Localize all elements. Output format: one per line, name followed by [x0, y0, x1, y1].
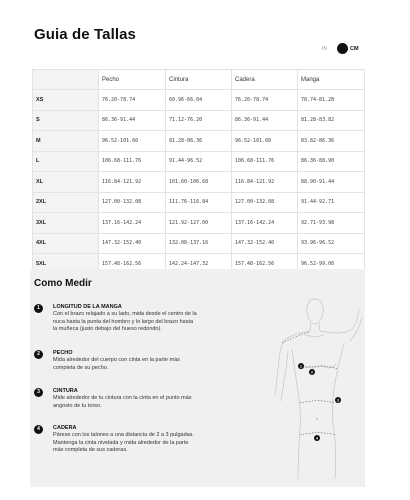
size-label-cell: 4XL: [33, 233, 99, 254]
measurement-cell: 83.82-86.36: [298, 131, 365, 152]
size-label-cell: 3XL: [33, 213, 99, 234]
table-row: [33, 151, 365, 172]
measurement-cell: 91.44-92.71: [298, 192, 365, 213]
measurement-cell: 127.00-132.08: [232, 192, 298, 213]
measurement-cell: 60.96-66.04: [166, 90, 232, 111]
measurement-cell: 81.28-86.36: [166, 131, 232, 152]
step-description-line: Mida alrededor del cuerpo con cinta en la parte más: [53, 357, 180, 363]
step-heading: PECHO: [53, 350, 73, 356]
measurement-cell: 96.52-101.60: [232, 131, 298, 152]
table-row: [33, 90, 365, 111]
step-description-line: Con el brazo relajado a su lado, mida desde el centro de la: [53, 311, 197, 317]
measurement-cell: 101.60-106.68: [166, 172, 232, 193]
measurement-cell: 106.68-111.76: [232, 151, 298, 172]
measurement-cell: 157.48-162.56: [99, 254, 166, 275]
table-row: [33, 172, 365, 193]
column-header: Cadera: [232, 70, 298, 90]
size-label-cell: M: [33, 131, 99, 152]
measurement-cell: 96.52-101.60: [99, 131, 166, 152]
step-description-line: Mide alrededor de tu cintura con la cinta en el punto más: [53, 395, 192, 401]
measurement-cell: 132.08-137.16: [166, 233, 232, 254]
column-header: Cintura: [166, 70, 232, 90]
table-row: [33, 110, 365, 131]
table-row: [33, 192, 365, 213]
measurement-cell: 106.68-111.76: [99, 151, 166, 172]
marker-1-label: 1: [300, 364, 302, 369]
section-title: Como Medir: [34, 278, 92, 289]
table-row: [33, 233, 365, 254]
measurement-cell: 121.92-127.00: [166, 213, 232, 234]
measurement-cell: 116.84-121.92: [232, 172, 298, 193]
table-header-row: [33, 70, 365, 90]
size-label-cell: 2XL: [33, 192, 99, 213]
measurement-cell: 96.52-99.06: [298, 254, 365, 275]
size-table: [32, 69, 365, 275]
column-header: Manga: [298, 70, 365, 90]
measurement-cell: 91.44-96.52: [166, 151, 232, 172]
toggle-knob-icon[interactable]: [337, 43, 348, 54]
step-number-badge: 4: [34, 425, 43, 434]
measurement-cell: 137.16-142.24: [99, 213, 166, 234]
size-label-cell: 5XL: [33, 254, 99, 275]
step-chest: [34, 350, 234, 372]
size-label-cell: XL: [33, 172, 99, 193]
measurement-cell: 93.96-96.52: [298, 233, 365, 254]
step-description-line: angosto de tu torso.: [53, 402, 102, 409]
unit-toggle[interactable]: [322, 43, 359, 54]
measurement-cell: 142.24-147.32: [166, 254, 232, 275]
marker-4-label: 4: [316, 436, 318, 441]
step-number-badge: 3: [34, 388, 43, 397]
size-label-cell: L: [33, 151, 99, 172]
step-sleeve: [34, 304, 234, 334]
marker-2-label: 2: [311, 370, 313, 375]
measurement-cell: 137.16-142.24: [232, 213, 298, 234]
size-label-cell: S: [33, 110, 99, 131]
column-header: [33, 70, 99, 90]
measurement-cell: 147.32-152.40: [232, 233, 298, 254]
measurement-cell: 92.71-93.98: [298, 213, 365, 234]
step-heading: CADERA: [53, 425, 77, 431]
step-heading: CINTURA: [53, 388, 78, 394]
step-description-line: más completa de sus caderas.: [53, 447, 128, 453]
measurement-cell: 157.48-162.56: [232, 254, 298, 275]
how-to-measure-panel: [30, 269, 365, 487]
step-description-line: Párese con los talones a una distancia de 2 a 3 pulgadas.: [53, 432, 194, 438]
step-description-line: completa de su pecho.: [53, 364, 109, 371]
measurement-cell: 111.76-116.84: [166, 192, 232, 213]
step-number-badge: 1: [34, 304, 43, 313]
measurement-cell: 78.74-81.28: [298, 90, 365, 111]
measurement-cell: 76.20-78.74: [232, 90, 298, 111]
table-row: [33, 131, 365, 152]
step-description-line: Mantenga la cinta nivelada y mida alrededor de la parte: [53, 439, 189, 446]
measurement-cell: 127.00-132.08: [99, 192, 166, 213]
unit-in-option[interactable]: IN: [322, 45, 327, 52]
measurement-cell: 86.36-88.90: [298, 151, 365, 172]
marker-3-label: 3: [337, 398, 339, 403]
measurement-cell: 86.36-91.44: [232, 110, 298, 131]
step-description-line: la muñeca (justo debajo del hueso redondo).: [53, 326, 162, 332]
measurement-cell: 88.90-91.44: [298, 172, 365, 193]
page-title: Guia de Tallas: [34, 26, 136, 43]
step-heading: LONGITUD DE LA MANGA: [53, 304, 122, 310]
step-number-badge: 2: [34, 350, 43, 359]
unit-cm-option[interactable]: CM: [350, 45, 359, 52]
step-hip: [34, 425, 234, 455]
measurement-cell: 116.84-121.92: [99, 172, 166, 193]
column-header: Pecho: [99, 70, 166, 90]
measurement-cell: 71.12-76.20: [166, 110, 232, 131]
step-description-line: nuca hasta la punta del hombro y lo largo del brazo hasta: [53, 318, 194, 325]
measurement-cell: 76.20-78.74: [99, 90, 166, 111]
measurement-cell: 147.32-152.40: [99, 233, 166, 254]
body-figure-illustration: [260, 269, 365, 487]
measurement-cell: 86.36-91.44: [99, 110, 166, 131]
step-waist: [34, 388, 234, 410]
measurement-cell: 81.28-83.82: [298, 110, 365, 131]
table-row: [33, 213, 365, 234]
size-label-cell: XS: [33, 90, 99, 111]
